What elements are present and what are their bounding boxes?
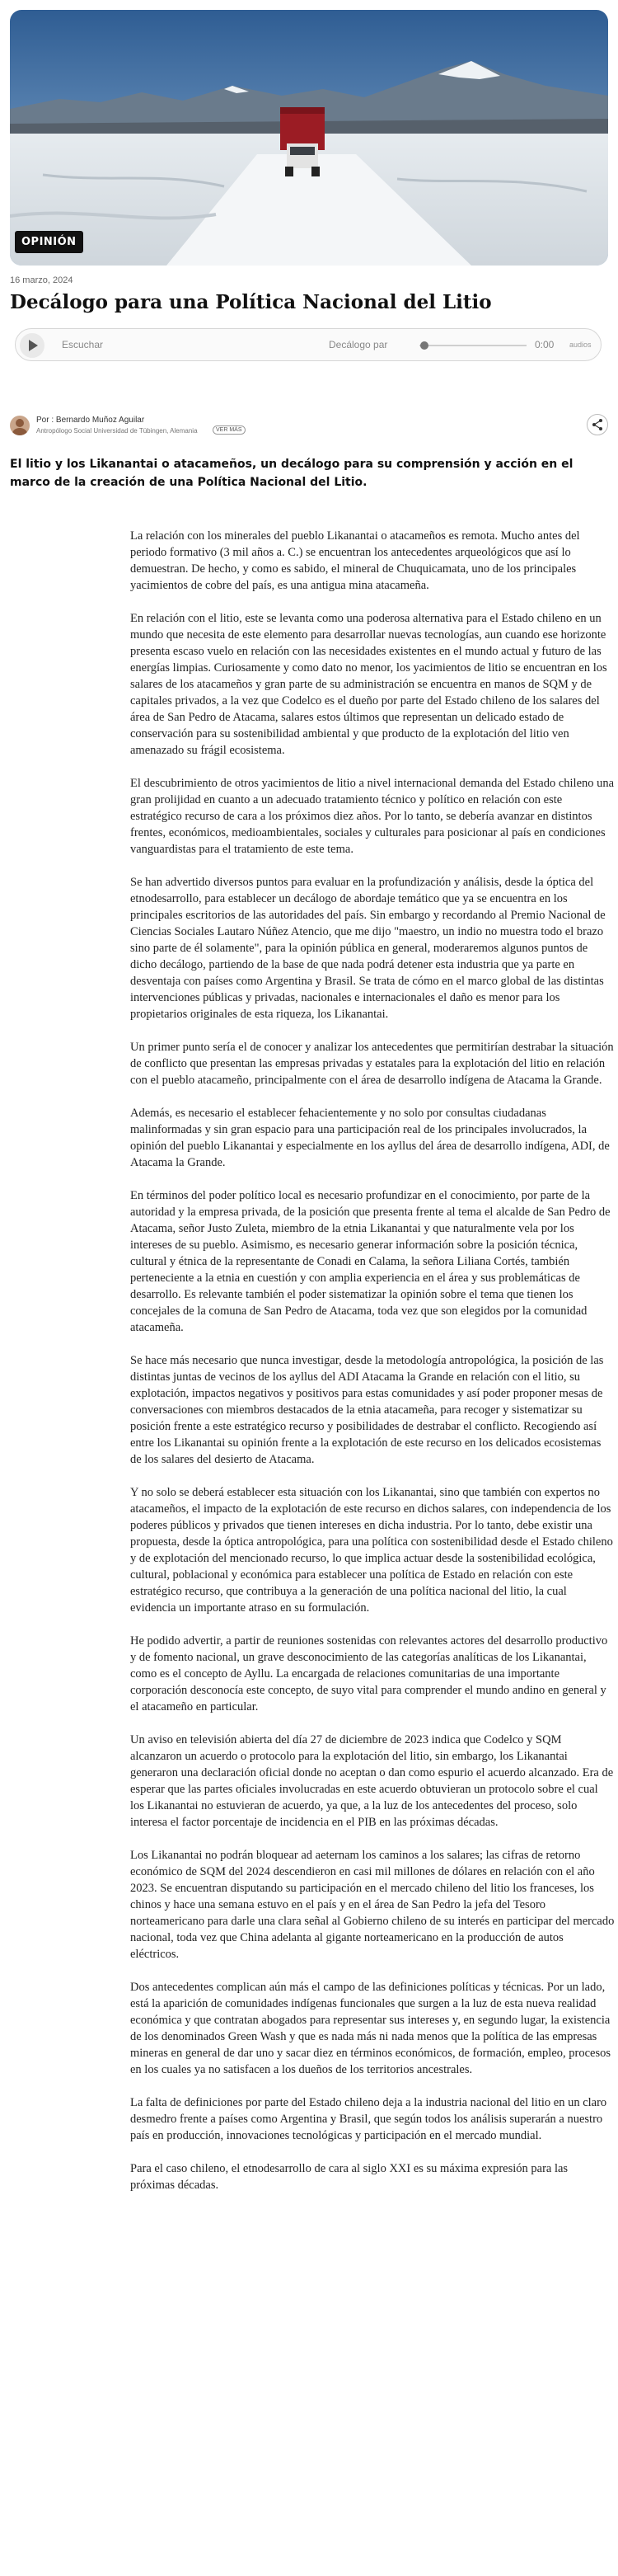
body-paragraph: La falta de definiciones por parte del Estado chileno deja a la industria nacional del litio en un claro desmedro frente a países como Argentina y Brasil, que según todos los análisis superarán a nuestro país en producción, innovaciones tecnológicas y participación en el mercado mundial. <box>130 2096 607 2142</box>
body-paragraph: La relación con los minerales del pueblo Likanantai o atacameños es remota. Mucho antes del periodo formativo (3 mil años a. C.) se encuentran los antecedentes arqueológicos que así lo demuestran. De hecho, y como es sabido, el mineral de Chuquicamata, uno de los principales yacimientos de cobre del país, es una antigua mina atacameña. <box>130 529 580 592</box>
audio-brand[interactable]: audios <box>569 341 592 349</box>
share-button[interactable] <box>587 414 608 435</box>
audio-progress-handle[interactable] <box>420 341 428 350</box>
publish-date: 16 marzo, 2024 <box>10 275 73 285</box>
body-paragraph: Un aviso en televisión abierta del día 27 de diciembre de 2023 indica que Codelco y SQM alcanzaron un acuerdo o protocolo para la explotación del litio, sin embargo, los Likanantai generaron una declaración oficial donde no aceptan o dan como espurio el acuerdo alcanzado. Era de esperar que las partes oficiales involucradas en este acuerdo obtuvieran un protocolo sobre el cual los Likanantai no estuvieran de acuerdo, ya que, a la luz de los antecedentes del proceso, solo interesa el factor porcentaje de incidencia en el PIB en las próximas décadas. <box>130 1733 614 1829</box>
body-paragraph: Además, es necesario el establecer fehacientemente y no solo por consultas ciudadanas malinformadas y sin gran espacio para una participación real de los principales involucrados, la opinión del pueblo Likanantai y especialmente en los ayllus del área de desarrollo indígena, ADI, de Atacama la Grande. <box>130 1107 610 1169</box>
body-paragraph: Se hace más necesario que nunca investigar, desde la metodología antropológica, la posición de las distintas juntas de vecinos de los ayllus del ADI Atacama la Grande en relación con el litio, su explotación, impactos negativos y positivos para estas comunidades y así poder proponer mesas de conversaciones con miembros destacados de la etnia atacameña, para recoger y sistematizar su posición frente a este estratégico recurso y posibilidades de destrabar el conflicto. Recogiendo así entre los Likanantai su opinión frente a la explotación de este recurso en los delicados ecosistemas de los salares del desierto de Atacama. <box>130 1354 604 1466</box>
share-icon <box>591 418 604 431</box>
body-paragraph: El descubrimiento de otros yacimientos de litio a nivel internacional demanda del Estado chileno una gran prolijidad en cuanto a un adecuado tratamiento técnico y político en relación con este estratégico recurso de cara a los próximos diez años. Por lo tanto, se debería avanzar en distintos frentes, económicos, medioambientales, sociales y culturales para posicionar al país en condiciones vanguardistas para el tratamiento de este tema. <box>130 777 615 856</box>
body-paragraph: Se han advertido diversos puntos para evaluar en la profundización y análisis, desde la óptica del etnodesarrollo, para establecer un decálogo de abordaje temático que ya se encuentra en los principales escritorios de las autoridades del país. Sin embargo y recordando al Premio Nacional de Ciencias Sociales Lautaro Núñez Atencio, que me dijo "maestro, un indio no muestra todo el brazo sino parte de él solamente", para la opinión pública en general, moderaremos algunos puntos de dicho decálogo, partiendo de la base de que nada podrá detener esta industria que ya parte en desventaja con países como Argentina y Brasil. Se trata de cómo en el marco global de las distintas intervenciones públicas y privadas, nacionales e internacionales el daño es menor para los propietarios originales de esta riqueza, los Likanantai. <box>130 876 606 1021</box>
hero-image <box>10 10 608 266</box>
article-title: Decálogo para una Política Nacional del Litio <box>10 291 492 313</box>
body-paragraph: Dos antecedentes complican aún más el campo de las definiciones políticas y técnicas. Por un lado, está la aparición de comunidades indígenas funcionales que surgen a la luz de esta nueva realidad económica y que contratan abogados para representar sus intereses y, en segundo lugar, la existencia de los denominados Green Wash y que es nada más ni nada menos que la política de las empresas mineras en general de dar uno y sacar diez en términos económicos, de formación, empleo, procesos en los cuales ya no satisfacen a los dueños de los territorios ancestrales. <box>130 1981 611 2076</box>
author-block <box>10 412 608 440</box>
listen-label: Escuchar <box>62 339 104 350</box>
salt-flat-truck-photo <box>10 10 608 266</box>
author-avatar <box>10 416 30 435</box>
article-lead: El litio y los Likanantai o atacameños, un decálogo para su comprensión y acción en el marco de la creación de una Política Nacional del Litio. <box>10 458 574 489</box>
audio-time: 0:00 <box>535 339 555 350</box>
category-badge[interactable]: OPINIÓN <box>15 231 83 253</box>
audio-player <box>15 328 602 361</box>
audio-title-label: Decálogo par <box>329 339 388 350</box>
body-paragraph: Y no solo se deberá establecer esta situación con los Likanantai, sino que también con expertos no atacameños, el impacto de la explotación de este recurso en dichos salares, con independencia de los poderes públicos y privados que tienen intereses en dicha industria. Por lo tanto, debe existir una propuesta, desde la óptica antropológica, para una política con sostenibilidad desde el Estado chileno y de explotación del mencionado recurso, lo que implica actuar desde la sostenibilidad ecológica, cultural, poblacional y económica para establecer una política de Estado en relación con este estratégico recurso, que contribuya a la generación de una política nacional del litio, la cual evidencia un importante atraso en su formulación. <box>130 1486 613 1615</box>
body-paragraph: En términos del poder político local es necesario profundizar en el conocimiento, por parte de la autoridad y la empresa privada, de la posición que presenta frente al tema el alcalde de San Pedro de Atacama, señor Justo Zuleta, miembro de la etnia Likanantai y que naturalmente vela por los intereses de su pueblo. Asimismo, es necesario generar información sobre la posición técnica, cultural y étnica de la representante de Conadi en Calama, la señora Liliana Cortés, también perteneciente a la etnia en cuestión y con amplia experiencia en el área y sus problemáticas de desarrollo. Es relevante también el poder sistematizar la opinión sobre el tema que tienen los concejales de la comuna de San Pedro de Atacama, toda vez que son elegidos por la comunidad atacameña. <box>130 1189 611 1334</box>
body-paragraph: He podido advertir, a partir de reuniones sostenidas con relevantes actores del desarrollo productivo y de fomento nacional, un grave desconocimiento de las categorías analíticas de los Likanantai, como es el concepto de Ayllu. La encargada de relaciones comunitarias de una importante corporación desconocía este concepto, de suyo vital para comprender el mundo andino en general y el atacameño en particular. <box>130 1634 608 1713</box>
author-name[interactable]: Por : Bernardo Muñoz Aguilar <box>36 416 145 425</box>
audio-progress-track[interactable] <box>419 345 527 346</box>
article-body <box>130 528 615 2210</box>
body-paragraph: En relación con el litio, este se levanta como una poderosa alternativa para el Estado chileno en un mundo que necesita de este elemento para desarrollar nuevas tecnologías, aun cuando ese horizonte presenta escaso vuelo en relación con las necesidades existentes en el mundo actual y futuro de las energías limpias. Curiosamente y como dato no menor, los yacimientos de litio se encuentran en los salares de los atacameños y gran parte de su administración se encuentra en manos de SQM y de capitales privados, a la vez que Codelco es el dueño por parte del Estado chileno de los salares del área de San Pedro de Atacama, salares estos últimos que representan un delicado estado de conservación para su sostenibilidad ambiental y que producto de la explotación del litio ven amenazado su frágil ecosistema. <box>130 612 607 757</box>
body-paragraph: Para el caso chileno, el etnodesarrollo de cara al siglo XXI es su máxima expresión para las próximas décadas. <box>130 2162 569 2192</box>
body-paragraph: Los Likanantai no podrán bloquear ad aeternam los caminos a los salares; las cifras de retorno económico de SQM del 2024 descendieron en casi mil millones de dólares en relación con el año 2023. Se encuentran disputando su participación en el mercado chileno del litio los franceses, los chinos y hace una semana estuvo en el país y en el área de San Pedro la jefa del Tesoro norteamericano para darle una clara señal al Gobierno chileno de su interés en participar del mercado nacional, toda vez que China adelanta al gigante norteamericano en la producción de autos eléctricos. <box>130 1849 615 1961</box>
body-paragraph: Un primer punto sería el de conocer y analizar los antecedentes que permitirían destrabar la situación de conflicto que presentan las empresas privadas y estatales para la explotación del litio en relación con el pueblo atacameño, principalmente con el área de desarrollo indígena de Atacama la Grande. <box>130 1041 614 1087</box>
play-icon[interactable] <box>20 333 44 358</box>
author-more-button[interactable]: VER MÁS <box>213 425 246 435</box>
author-role: Antropólogo Social Universidad de Tübingen, Alemania <box>36 427 198 435</box>
